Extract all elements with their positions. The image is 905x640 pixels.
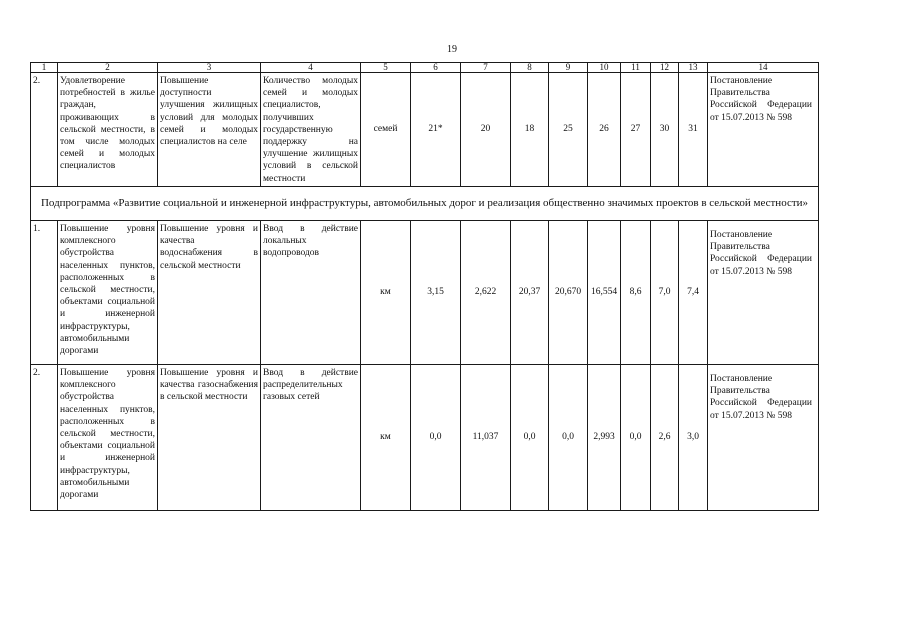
page-number: 19 (447, 44, 457, 55)
column-number: 6 (411, 63, 461, 73)
indicator-cell: Количество молодых семей и молодых специалистов, получивших государственную поддержку на улучшение жилищных условий в сельской местности (261, 73, 361, 187)
value-cell: 26 (588, 73, 621, 187)
value-cell: 2,993 (588, 365, 621, 511)
table-row (31, 365, 819, 511)
task-cell: Повышение уровня и качества газоснабжения в сельской местности (158, 365, 261, 511)
column-number: 9 (549, 63, 588, 73)
value-cell: 0,0 (411, 365, 461, 511)
unit-cell: семей (361, 73, 411, 187)
value-cell: 27 (621, 73, 651, 187)
column-number: 12 (651, 63, 679, 73)
table-row (31, 221, 819, 365)
value-cell: 20,670 (549, 221, 588, 365)
column-number: 8 (511, 63, 549, 73)
value-cell: 18 (511, 73, 549, 187)
value-cell: 3,15 (411, 221, 461, 365)
subprogram-title: Подпрограмма «Развитие социальной и инженерной инфраструктуры, автомобильных дорог и реализация общественно значимых проектов в сельской местности» (31, 187, 819, 221)
goal-cell: Удовлетворение потребностей в жилье граждан, проживающих в сельской местности, в том числе молодых семей и молодых специалистов (58, 73, 158, 187)
source-cell: Постановление Правительства Российской Федерации от 15.07.2013 № 598 (708, 221, 819, 365)
column-number-row (31, 63, 819, 73)
value-cell: 2,6 (651, 365, 679, 511)
value-cell: 31 (679, 73, 708, 187)
subprogram-row (31, 187, 819, 221)
value-cell: 0,0 (511, 365, 549, 511)
value-cell: 20,37 (511, 221, 549, 365)
column-number: 3 (158, 63, 261, 73)
value-cell: 11,037 (461, 365, 511, 511)
value-cell: 8,6 (621, 221, 651, 365)
value-cell: 16,554 (588, 221, 621, 365)
value-cell: 0,0 (549, 365, 588, 511)
source-cell: Постановление Правительства Российской Федерации от 15.07.2013 № 598 (708, 365, 819, 511)
column-number: 10 (588, 63, 621, 73)
column-number: 11 (621, 63, 651, 73)
column-number: 1 (31, 63, 58, 73)
value-cell: 20 (461, 73, 511, 187)
indicators-table (30, 62, 819, 511)
value-cell: 7,0 (651, 221, 679, 365)
task-cell: Повышение уровня и качества водоснабжения в сельской местности (158, 221, 261, 365)
task-cell: Повышение доступности улучшения жилищных условий для молодых семей и молодых специалистов на селе (158, 73, 261, 187)
goal-cell: Повышение уровня комплексного обустройства населенных пунктов, расположенных в сельской местности, объектами социальной и инженерной инфраструктуры, автомобильными дорогами (58, 221, 158, 365)
value-cell: 30 (651, 73, 679, 187)
table-row (31, 73, 819, 187)
column-number: 13 (679, 63, 708, 73)
row-number: 2. (31, 365, 58, 511)
value-cell: 2,622 (461, 221, 511, 365)
column-number: 7 (461, 63, 511, 73)
value-cell: 25 (549, 73, 588, 187)
indicator-cell: Ввод в действие распределительных газовых сетей (261, 365, 361, 511)
column-number: 14 (708, 63, 819, 73)
value-cell: 3,0 (679, 365, 708, 511)
column-number: 2 (58, 63, 158, 73)
unit-cell: км (361, 221, 411, 365)
source-cell: Постановление Правительства Российской Федерации от 15.07.2013 № 598 (708, 73, 819, 187)
unit-cell: км (361, 365, 411, 511)
goal-cell: Повышение уровня комплексного обустройства населенных пунктов, расположенных в сельской местности, объектами социальной и инженерной инфраструктуры, автомобильными дорогами (58, 365, 158, 511)
row-number: 2. (31, 73, 58, 187)
value-cell: 7,4 (679, 221, 708, 365)
column-number: 4 (261, 63, 361, 73)
value-cell: 21* (411, 73, 461, 187)
row-number: 1. (31, 221, 58, 365)
indicator-cell: Ввод в действие локальных водопроводов (261, 221, 361, 365)
column-number: 5 (361, 63, 411, 73)
value-cell: 0,0 (621, 365, 651, 511)
